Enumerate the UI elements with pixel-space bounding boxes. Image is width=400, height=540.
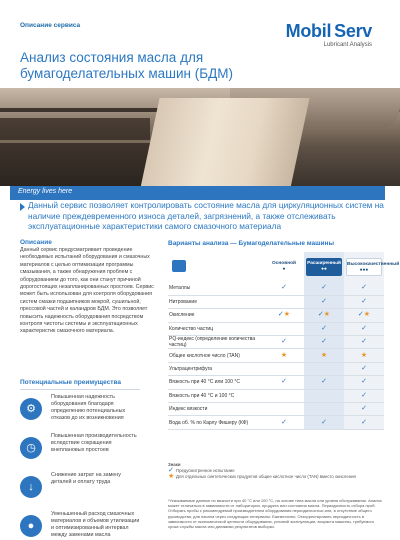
paper-machine-icon: [172, 260, 186, 272]
variants-section: [168, 240, 400, 430]
down-arrow-icon: ↓: [20, 476, 42, 498]
table-cell: [344, 362, 384, 375]
table-cell: [344, 403, 384, 416]
column-dots: ●●●: [359, 267, 369, 273]
row-label: Вязкость при 40 °C и 100 °C: [168, 389, 264, 402]
logo-tagline: Lubricant Analysis: [323, 42, 372, 48]
legend-star-label: Для отдельных синтетических продуктов общее кислотное число (TAN) вместо окисления: [176, 474, 356, 479]
check-icon: ✓: [321, 338, 327, 346]
table-cell: [304, 389, 344, 402]
check-icon: ✓: [357, 311, 364, 319]
benefit-item: [20, 511, 140, 540]
star-icon: ★: [283, 311, 291, 319]
legend: [168, 462, 384, 480]
logo-serv: Serv: [334, 21, 372, 41]
table-header-row: [168, 252, 384, 282]
check-icon: ✓: [361, 338, 367, 346]
clock-icon: ◷: [20, 437, 42, 459]
table-cell: [344, 336, 384, 349]
benefit-item: [20, 472, 140, 511]
table-cell: [304, 322, 344, 335]
hero-rail-lower: [0, 140, 160, 143]
table-cell: [304, 376, 344, 389]
check-icon: ✓: [361, 418, 367, 426]
description-text: Данный сервис предусматривает проведение необходимых испытаний оборудования и смазочных материалов с целью оптимизации программы смазывания, а также обнаружения проблем с оборудованием до того, как они станут причиной дорогостоящих незапланированных простоев. Сервис может быть использован для контроля оборудования систем смазки подшипников мокрой, сушильной, прессовой частей и каландров БДМ. Это позволяет повысить надежность оборудования посредством контроля чистоты системы и эксплуатационных характеристик смазочного материала.: [20, 247, 154, 335]
table-cell: [264, 295, 304, 308]
table-cell: [304, 403, 344, 416]
machine-cell: [168, 252, 264, 282]
hero-paper-roll: [140, 98, 309, 186]
logo-mobil: Mobil: [285, 21, 332, 41]
benefit-text: Повышенная надежность оборудования благодаря определению потенциальных отказов до их возникновения: [51, 394, 126, 421]
table-cell: [344, 349, 384, 362]
logo: [286, 22, 372, 48]
check-icon: ✓: [168, 467, 174, 474]
energy-tag: Energy lives here: [18, 188, 73, 195]
table-cell: [264, 336, 304, 349]
table-cell: [344, 322, 384, 335]
check-icon: ✓: [281, 284, 287, 292]
table-cell: [304, 309, 344, 322]
table-row: [168, 389, 384, 402]
star-icon: ★: [168, 473, 175, 480]
footnote: *Указываемые данные по вязкости при 40 °C или 100 °C, на основе типа масла или уровня обслуживания. Анализ может отличаться в зависимости от лаборатории, продукта или состояния масла. Периодичность отбора проб: Отбирать пробы с рекомендуемой производителем оборудования периодичностью или, в отсутствие общего руководства, для начала через следующие интервалы: Ежемесячно. Откорректировать периодичность в зависимости от экономической ценности оборудования, условий эксплуатации, возраста машины, требуемого срока службы масла или динамики результатов выборки.: [168, 498, 382, 530]
table-cell: [264, 322, 304, 335]
page-title: Анализ состояния масла для бумагоделательных машин (БДМ): [20, 50, 233, 81]
table-cell: [344, 282, 384, 295]
table-cell: [304, 362, 344, 375]
check-icon: ✓: [281, 418, 287, 426]
column-dots: ●: [282, 266, 286, 272]
logo-brand: [286, 22, 372, 40]
benefit-text: Повышенная производительность вследствие сокращения внеплановых простоев: [51, 433, 137, 453]
benefits-heading: Потенциальные преимущества: [20, 379, 140, 390]
gear-check-icon: ⚙: [20, 398, 42, 420]
table-cell: [344, 376, 384, 389]
table-row: [168, 282, 384, 295]
table-row: [168, 349, 384, 362]
table-cell: [264, 403, 304, 416]
row-label: PQ-индекс (определение количества частиц): [168, 336, 264, 349]
table-cell: [264, 282, 304, 295]
star-icon: ★: [323, 311, 331, 319]
table-row: [168, 322, 384, 335]
row-label: Нитрование: [168, 295, 264, 308]
check-icon: ✓: [321, 284, 327, 292]
table-cell: [344, 295, 384, 308]
check-icon: ✓: [361, 405, 367, 413]
star-icon: ★: [363, 311, 371, 319]
check-icon: ✓: [361, 391, 367, 399]
check-icon: ✓: [281, 378, 287, 386]
check-icon: ✓: [361, 324, 367, 332]
table-cell: [264, 376, 304, 389]
description-heading: Описание: [20, 239, 52, 246]
description-section: [20, 239, 158, 336]
hero-image: [0, 88, 400, 186]
row-label: Вязкость при 40 °C или 100 °C: [168, 376, 264, 389]
table-row: [168, 403, 384, 416]
star-icon: ★: [280, 351, 288, 359]
table-cell: [344, 416, 384, 429]
legend-check-label: Предусмотренное испытание: [176, 468, 235, 473]
variants-heading: Варианты анализа — Бумагоделательные машины: [168, 240, 335, 247]
check-icon: ✓: [361, 365, 367, 373]
table-cell: [264, 416, 304, 429]
row-label: Количество частиц: [168, 322, 264, 335]
table-cell: [264, 362, 304, 375]
check-icon: ✓: [321, 324, 327, 332]
check-icon: ✓: [321, 298, 327, 306]
service-tag: Описание сервиса: [20, 22, 81, 29]
intro-text: Данный сервис позволяет контролировать состояние масла для циркуляционных систем на наличие преждевременного износа деталей, загрязнений, а также отслеживать эксплуатационные характеристики самого смазочного материала: [28, 200, 384, 231]
table-row: [168, 309, 384, 322]
check-icon: ✓: [361, 378, 367, 386]
table-cell: [304, 349, 344, 362]
table-row: [168, 336, 384, 349]
column-basic: [264, 252, 304, 282]
check-icon: ✓: [361, 298, 367, 306]
column-label: Основной: [272, 261, 296, 266]
table-cell: [304, 295, 344, 308]
column-header: [266, 258, 302, 276]
intro-arrow-icon: [20, 203, 25, 211]
column-label: Высококачественный: [347, 262, 400, 267]
row-label: Металлы: [168, 282, 264, 295]
column-dots: ●●: [321, 266, 327, 272]
check-icon: ✓: [361, 284, 367, 292]
table-cell: [344, 309, 384, 322]
hero-machine-frame: [0, 118, 150, 186]
table-row: [168, 295, 384, 308]
check-icon: ✓: [321, 418, 327, 426]
column-extended: [304, 252, 344, 282]
star-icon: ★: [320, 351, 328, 359]
variants-table: [168, 252, 400, 430]
legend-heading: Знаки: [168, 462, 181, 467]
table-row: [168, 376, 384, 389]
table-row: [168, 416, 384, 429]
drop-icon: ●: [20, 515, 42, 537]
legend-item: [168, 474, 384, 480]
table-cell: [264, 309, 304, 322]
column-label: Расширенный: [307, 261, 341, 266]
column-header: [346, 258, 400, 276]
benefit-text: Уменьшенный расход смазочных материалов и объемов утилизации и оптимизированный интервал между заменами масла: [51, 511, 140, 538]
row-label: Ультрацентрифуга: [168, 362, 264, 375]
check-icon: ✓: [281, 338, 287, 346]
check-icon: ✓: [277, 311, 284, 319]
benefit-text: Снижение затрат на замену деталей и оплату труда: [51, 472, 121, 485]
row-label: Индекс вязкости: [168, 403, 264, 416]
table-row: [168, 362, 384, 375]
benefit-item: [20, 394, 140, 433]
benefits-section: [20, 379, 140, 540]
table-cell: [264, 389, 304, 402]
column-premium: [344, 252, 400, 282]
benefit-item: [20, 433, 140, 472]
table-body: [168, 282, 384, 429]
table-cell: [304, 336, 344, 349]
check-icon: ✓: [321, 378, 327, 386]
row-label: Общее кислотное число (TAN): [168, 349, 264, 362]
table-cell: [304, 282, 344, 295]
energy-banner: [10, 186, 385, 200]
check-icon: ✓: [317, 311, 324, 319]
star-icon: ★: [360, 351, 368, 359]
row-label: Окисление: [168, 309, 264, 322]
row-label: Вода об. % по Карлу Фишеру (КФ): [168, 416, 264, 429]
table-cell: [304, 416, 344, 429]
table-cell: [264, 349, 304, 362]
column-header: [306, 258, 342, 276]
table-cell: [344, 389, 384, 402]
